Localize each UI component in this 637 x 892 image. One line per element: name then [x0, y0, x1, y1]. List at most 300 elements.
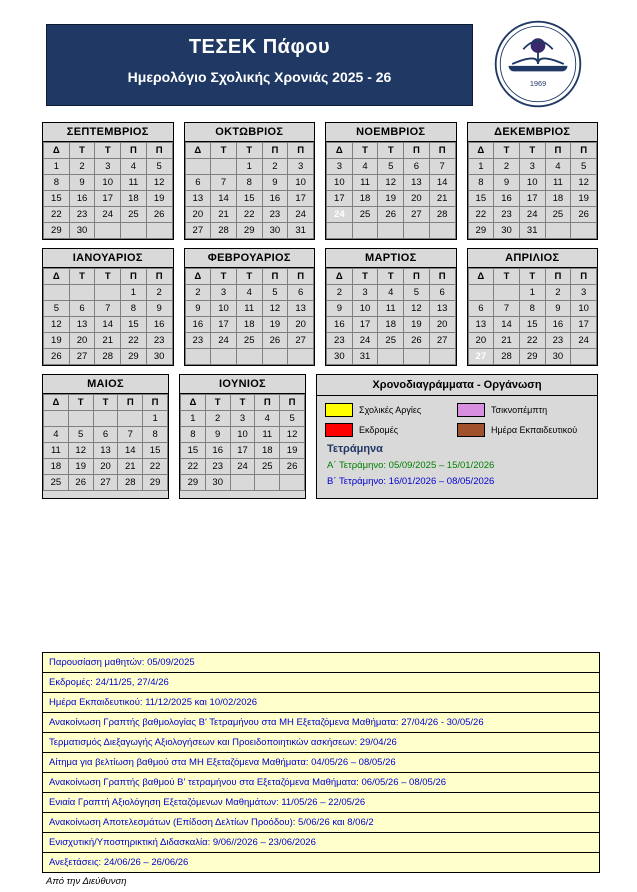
- day-cell: 28: [429, 207, 455, 223]
- month-table: [185, 142, 315, 239]
- day-cell-empty: [95, 223, 121, 239]
- day-cell: 26: [378, 207, 404, 223]
- weekday-header: Δ: [327, 143, 353, 159]
- day-cell: 8: [468, 175, 494, 191]
- day-cell: 9: [146, 301, 172, 317]
- term-a-line: Α΄ Τετράμηνο: 05/09/2025 – 15/01/2026: [327, 460, 495, 471]
- month-name: ΝΟΕΜΒΡΙΟΣ: [326, 123, 456, 142]
- week-row: [185, 349, 314, 365]
- day-cell: 17: [95, 191, 121, 207]
- day-cell: 14: [494, 317, 520, 333]
- month-table: [43, 142, 173, 239]
- day-cell: 21: [118, 459, 143, 475]
- day-cell: 8: [181, 427, 206, 443]
- day-cell-empty: [545, 223, 571, 239]
- swatch-brown-icon: [457, 423, 485, 437]
- day-cell: 19: [262, 317, 288, 333]
- legend-box: [316, 374, 598, 499]
- day-cell: 16: [494, 191, 520, 207]
- weekday-header: Π: [118, 395, 143, 411]
- week-row: [327, 207, 456, 223]
- day-cell: 24: [352, 333, 378, 349]
- week-row: [181, 411, 305, 427]
- weekday-header: Τ: [93, 395, 118, 411]
- day-cell: 3: [95, 159, 121, 175]
- day-cell: 18: [352, 191, 378, 207]
- week-row: [44, 207, 173, 223]
- day-cell: 9: [205, 427, 230, 443]
- weekday-header: Τ: [69, 143, 95, 159]
- weekday-header: Δ: [44, 143, 70, 159]
- month-name: ΙΟΥΝΙΟΣ: [180, 375, 305, 394]
- weekday-header: Π: [143, 395, 168, 411]
- page-subtitle: Ημερολόγιο Σχολικής Χρονιάς 2025 - 26: [127, 69, 392, 85]
- week-row: [44, 427, 168, 443]
- note-row: Ενιαία Γραπτή Αξιολόγηση Εξεταζόμενων Μαθημάτων: 11/05/26 – 22/05/26: [43, 793, 599, 813]
- week-row: [468, 301, 597, 317]
- day-cell: 10: [519, 175, 545, 191]
- legend-entry-tsiknopempti: [457, 403, 589, 417]
- day-cell: 10: [352, 301, 378, 317]
- day-cell-empty: [429, 223, 455, 239]
- week-row: [185, 223, 314, 239]
- weekday-header: Τ: [352, 269, 378, 285]
- term-b-line: Β΄ Τετράμηνο: 16/01/2026 – 08/05/2026: [327, 476, 495, 487]
- weekday-header: Τ: [230, 395, 255, 411]
- week-row: [327, 223, 456, 239]
- day-cell: 12: [280, 427, 305, 443]
- day-cell: 29: [181, 475, 206, 491]
- day-cell: 19: [68, 459, 93, 475]
- day-cell: 2: [146, 285, 172, 301]
- day-cell: 2: [205, 411, 230, 427]
- day-cell: 5: [146, 159, 172, 175]
- month-card: [42, 248, 174, 366]
- day-cell: 26: [280, 459, 305, 475]
- day-cell-empty: [352, 223, 378, 239]
- day-cell: 20: [429, 317, 455, 333]
- day-cell: 29: [519, 349, 545, 365]
- day-cell: 4: [352, 159, 378, 175]
- day-cell: 16: [185, 317, 211, 333]
- weekday-header: Π: [288, 143, 314, 159]
- month-name: ΙΑΝΟΥΑΡΙΟΣ: [43, 249, 173, 268]
- day-cell: 20: [288, 317, 314, 333]
- day-cell-empty: [236, 349, 262, 365]
- month-table: [43, 394, 168, 491]
- weekday-header: Τ: [236, 143, 262, 159]
- months-row-2: [42, 248, 598, 366]
- week-row: [44, 175, 173, 191]
- weekday-header: Π: [429, 269, 455, 285]
- day-cell: 29: [468, 223, 494, 239]
- day-cell: 19: [280, 443, 305, 459]
- day-cell: 24: [327, 207, 353, 223]
- day-cell: 31: [352, 349, 378, 365]
- day-cell: 10: [327, 175, 353, 191]
- weekday-header: Δ: [44, 395, 69, 411]
- months-row-3: [42, 374, 598, 499]
- day-cell: 11: [121, 175, 147, 191]
- day-cell: 23: [545, 333, 571, 349]
- day-cell: 11: [378, 301, 404, 317]
- day-cell: 22: [143, 459, 168, 475]
- day-cell: 18: [121, 191, 147, 207]
- day-cell: 4: [378, 285, 404, 301]
- day-cell: 8: [143, 427, 168, 443]
- weekday-header: Τ: [494, 143, 520, 159]
- day-cell: 28: [494, 349, 520, 365]
- month-card: [42, 374, 169, 499]
- day-cell-empty: [69, 285, 95, 301]
- day-cell: 16: [69, 191, 95, 207]
- day-cell: 27: [288, 333, 314, 349]
- day-cell: 25: [352, 207, 378, 223]
- note-row: Ανακοίνωση Γραπτής βαθμού Β' τετραμήνου στα Εξεταζόμενα Μαθήματα: 06/05/26 – 08/05/26: [43, 773, 599, 793]
- week-row: [468, 317, 597, 333]
- month-table: [468, 268, 598, 365]
- week-row: [185, 285, 314, 301]
- weekday-header: Π: [280, 395, 305, 411]
- week-row: [44, 349, 173, 365]
- day-cell: 18: [44, 459, 69, 475]
- day-cell: 16: [327, 317, 353, 333]
- day-cell: 23: [69, 207, 95, 223]
- day-cell: 9: [545, 301, 571, 317]
- week-row: [44, 443, 168, 459]
- day-cell-empty: [327, 223, 353, 239]
- month-card: [467, 122, 599, 240]
- week-row: [181, 427, 305, 443]
- weekday-header: Τ: [68, 395, 93, 411]
- day-cell: 24: [211, 333, 237, 349]
- month-body: [468, 285, 597, 365]
- day-cell: 17: [571, 317, 597, 333]
- day-cell: 15: [236, 191, 262, 207]
- day-cell: 9: [327, 301, 353, 317]
- week-row: [44, 159, 173, 175]
- day-cell: 6: [468, 301, 494, 317]
- week-row: [468, 333, 597, 349]
- weekday-header: Δ: [185, 269, 211, 285]
- day-cell: 9: [185, 301, 211, 317]
- legend-label: Τσικνοπέμπτη: [491, 405, 548, 415]
- day-cell: 23: [185, 333, 211, 349]
- day-cell: 22: [236, 207, 262, 223]
- footer-signature: Από την Διεύθυνση: [46, 876, 127, 887]
- note-row: Παρουσίαση μαθητών: 05/09/2025: [43, 653, 599, 673]
- day-cell: 30: [69, 223, 95, 239]
- day-cell: 17: [211, 317, 237, 333]
- week-row: [44, 301, 173, 317]
- day-cell: 26: [262, 333, 288, 349]
- swatch-red-icon: [325, 423, 353, 437]
- day-cell: 10: [95, 175, 121, 191]
- weekday-header: Δ: [44, 269, 70, 285]
- day-cell: 30: [327, 349, 353, 365]
- day-cell: 1: [181, 411, 206, 427]
- day-cell: 10: [230, 427, 255, 443]
- day-cell: 30: [262, 223, 288, 239]
- month-name: ΜΑΙΟΣ: [43, 375, 168, 394]
- week-row: [44, 475, 168, 491]
- week-row: [185, 159, 314, 175]
- week-row: [44, 223, 173, 239]
- weekday-header: Π: [404, 269, 430, 285]
- day-cell: 20: [404, 191, 430, 207]
- week-row: [327, 175, 456, 191]
- day-cell: 24: [519, 207, 545, 223]
- day-cell: 3: [519, 159, 545, 175]
- day-cell: 29: [143, 475, 168, 491]
- day-cell: 19: [146, 191, 172, 207]
- week-row: [44, 317, 173, 333]
- weekday-header: Π: [262, 269, 288, 285]
- day-cell: 8: [519, 301, 545, 317]
- day-cell: 2: [494, 159, 520, 175]
- day-cell: 23: [205, 459, 230, 475]
- day-cell: 15: [519, 317, 545, 333]
- day-cell-empty: [68, 411, 93, 427]
- day-cell: 24: [230, 459, 255, 475]
- day-cell: 3: [327, 159, 353, 175]
- day-cell: 2: [185, 285, 211, 301]
- weekday-header: Δ: [468, 143, 494, 159]
- weekday-header: Τ: [95, 143, 121, 159]
- note-row: Ανεξετάσεις: 24/06/26 – 26/06/26: [49, 857, 189, 868]
- svg-text:1969: 1969: [529, 79, 547, 89]
- day-cell-empty: [404, 349, 430, 365]
- note-row: Εκδρομές: 24/11/25, 27/4/26: [43, 673, 599, 693]
- week-row: [44, 333, 173, 349]
- day-cell: 25: [236, 333, 262, 349]
- day-cell: 31: [288, 223, 314, 239]
- day-cell: 30: [146, 349, 172, 365]
- header-banner: [46, 24, 473, 106]
- day-cell: 6: [93, 427, 118, 443]
- weekday-header: Π: [571, 143, 597, 159]
- week-row: [44, 411, 168, 427]
- week-row: [185, 317, 314, 333]
- day-cell: 22: [181, 459, 206, 475]
- day-cell: 3: [230, 411, 255, 427]
- day-cell: 21: [429, 191, 455, 207]
- day-cell: 6: [429, 285, 455, 301]
- week-row: [327, 349, 456, 365]
- day-cell: 2: [327, 285, 353, 301]
- month-name: ΦΕΒΡΟΥΑΡΙΟΣ: [185, 249, 315, 268]
- day-cell: 6: [185, 175, 211, 191]
- day-cell: 4: [545, 159, 571, 175]
- month-card: [467, 248, 599, 366]
- day-cell: 23: [262, 207, 288, 223]
- day-cell: 4: [121, 159, 147, 175]
- day-cell-empty: [468, 285, 494, 301]
- week-row: [468, 175, 597, 191]
- day-cell-empty: [255, 475, 280, 491]
- day-cell: 27: [69, 349, 95, 365]
- legend-label: Εκδρομές: [359, 425, 399, 435]
- month-table: [326, 142, 456, 239]
- day-cell: 2: [545, 285, 571, 301]
- day-cell: 19: [44, 333, 70, 349]
- day-cell: 12: [146, 175, 172, 191]
- month-name: ΟΚΤΩΒΡΙΟΣ: [185, 123, 315, 142]
- weekday-header: Π: [262, 143, 288, 159]
- day-cell-empty: [44, 411, 69, 427]
- day-cell: 4: [236, 285, 262, 301]
- day-cell: 5: [44, 301, 70, 317]
- day-cell: 20: [185, 207, 211, 223]
- week-row: [185, 333, 314, 349]
- weekday-header: Δ: [185, 143, 211, 159]
- day-cell: 14: [429, 175, 455, 191]
- weekday-header: Π: [146, 269, 172, 285]
- week-row: [181, 443, 305, 459]
- day-cell: 26: [146, 207, 172, 223]
- day-cell-empty: [571, 349, 597, 365]
- day-cell-empty: [185, 349, 211, 365]
- day-cell: 27: [404, 207, 430, 223]
- day-cell: 8: [236, 175, 262, 191]
- week-row: [327, 333, 456, 349]
- day-cell: 19: [378, 191, 404, 207]
- day-cell: 23: [494, 207, 520, 223]
- weekday-header: Τ: [205, 395, 230, 411]
- day-cell: 10: [571, 301, 597, 317]
- legend-row: [325, 403, 589, 417]
- week-row: [44, 459, 168, 475]
- day-cell-empty: [95, 285, 121, 301]
- weekday-header: Τ: [95, 269, 121, 285]
- day-cell: 26: [44, 349, 70, 365]
- day-cell: 23: [327, 333, 353, 349]
- day-cell: 26: [68, 475, 93, 491]
- day-cell: 8: [121, 301, 147, 317]
- day-cell: 5: [378, 159, 404, 175]
- day-cell: 10: [288, 175, 314, 191]
- weekday-header: Δ: [327, 269, 353, 285]
- legend-entry-teacher-day: [457, 423, 589, 437]
- notes-table: [42, 652, 600, 873]
- day-cell: 18: [236, 317, 262, 333]
- month-table: [185, 268, 315, 365]
- note-row: Τερματισμός Διεξαγωγής Αξιολογήσεων και Προειδοποιητικών ασκήσεων: 29/04/26: [43, 733, 599, 753]
- day-cell: 26: [571, 207, 597, 223]
- day-cell: 30: [545, 349, 571, 365]
- month-name: ΜΑΡΤΙΟΣ: [326, 249, 456, 268]
- month-body: [185, 159, 314, 239]
- day-cell: 12: [404, 301, 430, 317]
- day-cell: 7: [118, 427, 143, 443]
- day-cell-empty: [146, 223, 172, 239]
- legend-row: [325, 423, 589, 437]
- day-cell: 3: [571, 285, 597, 301]
- day-cell: 13: [288, 301, 314, 317]
- day-cell-empty: [118, 411, 143, 427]
- day-cell: 7: [211, 175, 237, 191]
- day-cell: 18: [545, 191, 571, 207]
- week-row: [181, 475, 305, 491]
- weekday-header: Π: [121, 269, 147, 285]
- day-cell: 11: [352, 175, 378, 191]
- day-cell: 14: [118, 443, 143, 459]
- week-row: [44, 191, 173, 207]
- month-table: [326, 268, 456, 365]
- legend-entry-excursions: [325, 423, 457, 437]
- month-card: [42, 122, 174, 240]
- note-row: Αίτημα για βελτίωση βαθμού στα ΜΗ Εξεταζόμενα Μαθήματα: 04/05/26 – 08/05/26: [43, 753, 599, 773]
- month-body: [327, 159, 456, 239]
- day-cell: 7: [429, 159, 455, 175]
- weekday-header: Π: [404, 143, 430, 159]
- day-cell: 17: [327, 191, 353, 207]
- day-cell: 20: [69, 333, 95, 349]
- day-cell-empty: [185, 159, 211, 175]
- week-row: [327, 285, 456, 301]
- month-table: [180, 394, 305, 491]
- day-cell: 13: [185, 191, 211, 207]
- weekday-header: Τ: [69, 269, 95, 285]
- day-cell: 14: [211, 191, 237, 207]
- day-cell: 29: [121, 349, 147, 365]
- day-cell: 22: [121, 333, 147, 349]
- weekday-header: Δ: [468, 269, 494, 285]
- weekday-header: Π: [545, 269, 571, 285]
- month-body: [44, 285, 173, 365]
- weekday-header: Π: [146, 143, 172, 159]
- note-row: Ανακοίνωση Γραπτής βαθμολογίας Β' Τετραμήνου στα ΜΗ Εξεταζόμενα Μαθήματα: 27/04/26 - 30/05/26: [43, 713, 599, 733]
- day-cell: 23: [146, 333, 172, 349]
- weekday-header: Π: [429, 143, 455, 159]
- page-title: ΤΕΣΕΚ Πάφου: [188, 36, 331, 58]
- legend-entry-holidays: [325, 403, 457, 417]
- day-cell: 9: [262, 175, 288, 191]
- day-cell-empty: [262, 349, 288, 365]
- day-cell: 25: [121, 207, 147, 223]
- day-cell-empty: [211, 159, 237, 175]
- day-cell: 6: [69, 301, 95, 317]
- day-cell-empty: [121, 223, 147, 239]
- day-cell: 11: [44, 443, 69, 459]
- day-cell: 15: [143, 443, 168, 459]
- day-cell: 4: [255, 411, 280, 427]
- day-cell-empty: [280, 475, 305, 491]
- day-cell-empty: [571, 223, 597, 239]
- swatch-pink-icon: [457, 403, 485, 417]
- day-cell: 2: [262, 159, 288, 175]
- day-cell: 27: [185, 223, 211, 239]
- week-row: [181, 459, 305, 475]
- day-cell: 3: [288, 159, 314, 175]
- day-cell: 3: [211, 285, 237, 301]
- month-card: [325, 248, 457, 366]
- day-cell: 16: [205, 443, 230, 459]
- day-cell: 24: [95, 207, 121, 223]
- day-cell: 27: [468, 349, 494, 365]
- day-cell: 30: [205, 475, 230, 491]
- day-cell: 29: [44, 223, 70, 239]
- day-cell: 5: [404, 285, 430, 301]
- day-cell-empty: [288, 349, 314, 365]
- day-cell: 28: [118, 475, 143, 491]
- day-cell: 17: [230, 443, 255, 459]
- weekday-header: Τ: [519, 269, 545, 285]
- day-cell: 24: [288, 207, 314, 223]
- month-card: [325, 122, 457, 240]
- day-cell: 5: [262, 285, 288, 301]
- day-cell: 20: [93, 459, 118, 475]
